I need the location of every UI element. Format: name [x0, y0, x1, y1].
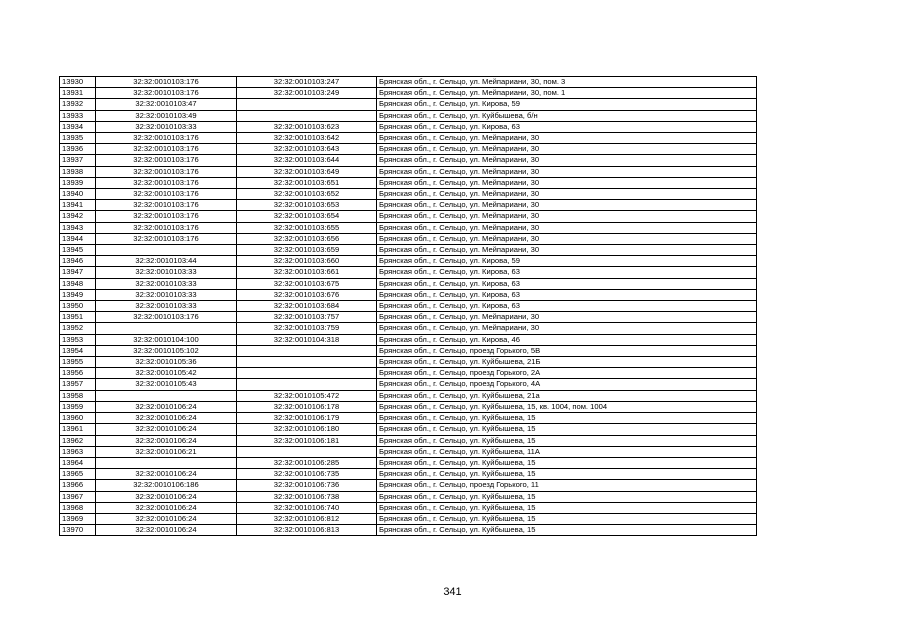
row-number-cell: 13956	[60, 368, 96, 379]
row-number-cell: 13963	[60, 446, 96, 457]
parcel-cadastral-number-cell: 32:32:0010103:176	[96, 77, 237, 88]
parcel-cadastral-number-cell: 32:32:0010106:24	[96, 401, 237, 412]
cadastral-register-table	[59, 76, 757, 536]
object-cadastral-number-cell: 32:32:0010103:675	[237, 278, 377, 289]
object-cadastral-number-cell: 32:32:0010103:660	[237, 256, 377, 267]
object-cadastral-number-cell: 32:32:0010103:759	[237, 323, 377, 334]
object-cadastral-number-cell: 32:32:0010103:247	[237, 77, 377, 88]
address-cell: Брянская обл., г. Сельцо, ул. Мейпариани, 30	[377, 177, 757, 188]
row-number-cell: 13930	[60, 77, 96, 88]
row-number-cell: 13958	[60, 390, 96, 401]
parcel-cadastral-number-cell: 32:32:0010106:24	[96, 513, 237, 524]
object-cadastral-number-cell: 32:32:0010103:659	[237, 245, 377, 256]
row-number-cell: 13950	[60, 301, 96, 312]
row-number-cell: 13970	[60, 525, 96, 536]
address-cell: Брянская обл., г. Сельцо, ул. Кирова, 63	[377, 267, 757, 278]
table-row	[60, 379, 757, 390]
address-cell: Брянская обл., г. Сельцо, ул. Мейпариани, 30	[377, 233, 757, 244]
row-number-cell: 13941	[60, 200, 96, 211]
row-number-cell: 13944	[60, 233, 96, 244]
address-cell: Брянская обл., г. Сельцо, ул. Мейпариани, 30, пом. 1	[377, 88, 757, 99]
object-cadastral-number-cell: 32:32:0010103:757	[237, 312, 377, 323]
parcel-cadastral-number-cell: 32:32:0010103:176	[96, 189, 237, 200]
table-row	[60, 233, 757, 244]
table-body	[60, 77, 757, 536]
parcel-cadastral-number-cell	[96, 390, 237, 401]
row-number-cell: 13966	[60, 480, 96, 491]
address-cell: Брянская обл., г. Сельцо, ул. Куйбышева, 15	[377, 513, 757, 524]
row-number-cell: 13947	[60, 267, 96, 278]
address-cell: Брянская обл., г. Сельцо, ул. Мейпариани, 30	[377, 166, 757, 177]
object-cadastral-number-cell: 32:32:0010106:813	[237, 525, 377, 536]
table-row	[60, 177, 757, 188]
object-cadastral-number-cell: 32:32:0010103:655	[237, 222, 377, 233]
address-cell: Брянская обл., г. Сельцо, проезд Горького, 5В	[377, 345, 757, 356]
address-cell: Брянская обл., г. Сельцо, ул. Куйбышева, 15	[377, 491, 757, 502]
address-cell: Брянская обл., г. Сельцо, ул. Кирова, 63	[377, 301, 757, 312]
row-number-cell: 13933	[60, 110, 96, 121]
row-number-cell: 13932	[60, 99, 96, 110]
address-cell: Брянская обл., г. Сельцо, ул. Мейпариани, 30	[377, 312, 757, 323]
address-cell: Брянская обл., г. Сельцо, ул. Кирова, 59	[377, 99, 757, 110]
object-cadastral-number-cell: 32:32:0010106:740	[237, 502, 377, 513]
row-number-cell: 13962	[60, 435, 96, 446]
parcel-cadastral-number-cell: 32:32:0010103:176	[96, 211, 237, 222]
table-row	[60, 278, 757, 289]
parcel-cadastral-number-cell	[96, 457, 237, 468]
object-cadastral-number-cell: 32:32:0010103:644	[237, 155, 377, 166]
row-number-cell: 13960	[60, 413, 96, 424]
row-number-cell: 13955	[60, 357, 96, 368]
row-number-cell: 13945	[60, 245, 96, 256]
object-cadastral-number-cell: 32:32:0010103:661	[237, 267, 377, 278]
row-number-cell: 13967	[60, 491, 96, 502]
object-cadastral-number-cell: 32:32:0010103:684	[237, 301, 377, 312]
table-row	[60, 491, 757, 502]
parcel-cadastral-number-cell: 32:32:0010106:24	[96, 502, 237, 513]
table-row	[60, 446, 757, 457]
address-cell: Брянская обл., г. Сельцо, ул. Куйбышева, 21а	[377, 390, 757, 401]
parcel-cadastral-number-cell: 32:32:0010103:176	[96, 166, 237, 177]
table-row	[60, 144, 757, 155]
address-cell: Брянская обл., г. Сельцо, ул. Куйбышева, 15	[377, 424, 757, 435]
table-row	[60, 155, 757, 166]
row-number-cell: 13934	[60, 121, 96, 132]
table-row	[60, 88, 757, 99]
object-cadastral-number-cell: 32:32:0010106:735	[237, 469, 377, 480]
address-cell: Брянская обл., г. Сельцо, ул. Мейпариани, 30	[377, 200, 757, 211]
table-row	[60, 245, 757, 256]
parcel-cadastral-number-cell: 32:32:0010103:176	[96, 88, 237, 99]
object-cadastral-number-cell: 32:32:0010103:649	[237, 166, 377, 177]
object-cadastral-number-cell: 32:32:0010106:812	[237, 513, 377, 524]
row-number-cell: 13951	[60, 312, 96, 323]
table-row	[60, 502, 757, 513]
table-row	[60, 323, 757, 334]
address-cell: Брянская обл., г. Сельцо, ул. Мейпариани, 30	[377, 245, 757, 256]
parcel-cadastral-number-cell: 32:32:0010103:33	[96, 301, 237, 312]
table-row	[60, 435, 757, 446]
table-row	[60, 110, 757, 121]
parcel-cadastral-number-cell: 32:32:0010103:33	[96, 278, 237, 289]
row-number-cell: 13952	[60, 323, 96, 334]
table-row	[60, 166, 757, 177]
table-row	[60, 334, 757, 345]
row-number-cell: 13957	[60, 379, 96, 390]
address-cell: Брянская обл., г. Сельцо, ул. Куйбышева, б/н	[377, 110, 757, 121]
parcel-cadastral-number-cell: 32:32:0010106:24	[96, 413, 237, 424]
table-row	[60, 222, 757, 233]
row-number-cell: 13940	[60, 189, 96, 200]
object-cadastral-number-cell	[237, 379, 377, 390]
address-cell: Брянская обл., г. Сельцо, ул. Мейпариани, 30	[377, 144, 757, 155]
object-cadastral-number-cell: 32:32:0010103:623	[237, 121, 377, 132]
address-cell: Брянская обл., г. Сельцо, ул. Куйбышева, 15	[377, 413, 757, 424]
object-cadastral-number-cell: 32:32:0010106:179	[237, 413, 377, 424]
table-row	[60, 211, 757, 222]
address-cell: Брянская обл., г. Сельцо, ул. Кирова, 63	[377, 121, 757, 132]
table-row	[60, 357, 757, 368]
row-number-cell: 13964	[60, 457, 96, 468]
table-row	[60, 424, 757, 435]
object-cadastral-number-cell: 32:32:0010103:656	[237, 233, 377, 244]
parcel-cadastral-number-cell: 32:32:0010103:176	[96, 233, 237, 244]
object-cadastral-number-cell: 32:32:0010105:472	[237, 390, 377, 401]
object-cadastral-number-cell: 32:32:0010103:249	[237, 88, 377, 99]
address-cell: Брянская обл., г. Сельцо, ул. Куйбышева, 15	[377, 502, 757, 513]
parcel-cadastral-number-cell	[96, 245, 237, 256]
object-cadastral-number-cell	[237, 368, 377, 379]
address-cell: Брянская обл., г. Сельцо, проезд Горького, 11	[377, 480, 757, 491]
address-cell: Брянская обл., г. Сельцо, ул. Мейпариани, 30	[377, 222, 757, 233]
table-row	[60, 77, 757, 88]
parcel-cadastral-number-cell: 32:32:0010103:33	[96, 289, 237, 300]
parcel-cadastral-number-cell: 32:32:0010103:44	[96, 256, 237, 267]
table-row	[60, 413, 757, 424]
table-row	[60, 256, 757, 267]
parcel-cadastral-number-cell: 32:32:0010103:176	[96, 222, 237, 233]
object-cadastral-number-cell: 32:32:0010106:738	[237, 491, 377, 502]
table-row	[60, 200, 757, 211]
address-cell: Брянская обл., г. Сельцо, проезд Горького, 4А	[377, 379, 757, 390]
parcel-cadastral-number-cell: 32:32:0010103:47	[96, 99, 237, 110]
address-cell: Брянская обл., г. Сельцо, ул. Куйбышева, 15	[377, 469, 757, 480]
table-row	[60, 513, 757, 524]
address-cell: Брянская обл., г. Сельцо, ул. Мейпариани, 30	[377, 189, 757, 200]
object-cadastral-number-cell: 32:32:0010106:285	[237, 457, 377, 468]
row-number-cell: 13937	[60, 155, 96, 166]
row-number-cell: 13936	[60, 144, 96, 155]
address-cell: Брянская обл., г. Сельцо, ул. Кирова, 59	[377, 256, 757, 267]
parcel-cadastral-number-cell: 32:32:0010106:24	[96, 491, 237, 502]
address-cell: Брянская обл., г. Сельцо, ул. Куйбышева, 15	[377, 525, 757, 536]
address-cell: Брянская обл., г. Сельцо, ул. Куйбышева, 21Б	[377, 357, 757, 368]
parcel-cadastral-number-cell: 32:32:0010103:176	[96, 177, 237, 188]
row-number-cell: 13965	[60, 469, 96, 480]
table-row	[60, 133, 757, 144]
row-number-cell: 13949	[60, 289, 96, 300]
parcel-cadastral-number-cell: 32:32:0010106:24	[96, 424, 237, 435]
table-row	[60, 289, 757, 300]
table-row	[60, 525, 757, 536]
parcel-cadastral-number-cell: 32:32:0010105:102	[96, 345, 237, 356]
row-number-cell: 13946	[60, 256, 96, 267]
address-cell: Брянская обл., г. Сельцо, ул. Кирова, 63	[377, 289, 757, 300]
object-cadastral-number-cell: 32:32:0010106:736	[237, 480, 377, 491]
table-row	[60, 345, 757, 356]
table-row	[60, 368, 757, 379]
object-cadastral-number-cell: 32:32:0010106:180	[237, 424, 377, 435]
table-row	[60, 480, 757, 491]
parcel-cadastral-number-cell: 32:32:0010106:24	[96, 525, 237, 536]
table-row	[60, 312, 757, 323]
table-row	[60, 301, 757, 312]
row-number-cell: 13938	[60, 166, 96, 177]
address-cell: Брянская обл., г. Сельцо, ул. Мейпариани, 30	[377, 155, 757, 166]
object-cadastral-number-cell: 32:32:0010103:642	[237, 133, 377, 144]
object-cadastral-number-cell: 32:32:0010103:651	[237, 177, 377, 188]
object-cadastral-number-cell: 32:32:0010106:178	[237, 401, 377, 412]
parcel-cadastral-number-cell: 32:32:0010106:186	[96, 480, 237, 491]
parcel-cadastral-number-cell: 32:32:0010103:176	[96, 133, 237, 144]
parcel-cadastral-number-cell	[96, 323, 237, 334]
object-cadastral-number-cell	[237, 99, 377, 110]
parcel-cadastral-number-cell: 32:32:0010106:24	[96, 469, 237, 480]
row-number-cell: 13969	[60, 513, 96, 524]
address-cell: Брянская обл., г. Сельцо, ул. Куйбышева, 11А	[377, 446, 757, 457]
row-number-cell: 13935	[60, 133, 96, 144]
table-row	[60, 189, 757, 200]
object-cadastral-number-cell	[237, 357, 377, 368]
page-number: 341	[443, 586, 462, 598]
row-number-cell: 13939	[60, 177, 96, 188]
address-cell: Брянская обл., г. Сельцо, проезд Горького, 2А	[377, 368, 757, 379]
parcel-cadastral-number-cell: 32:32:0010105:42	[96, 368, 237, 379]
table-row	[60, 390, 757, 401]
object-cadastral-number-cell	[237, 110, 377, 121]
address-cell: Брянская обл., г. Сельцо, ул. Кирова, 46	[377, 334, 757, 345]
object-cadastral-number-cell: 32:32:0010103:643	[237, 144, 377, 155]
address-cell: Брянская обл., г. Сельцо, ул. Куйбышева, 15, кв. 1004, пом. 1004	[377, 401, 757, 412]
table-row	[60, 401, 757, 412]
row-number-cell: 13943	[60, 222, 96, 233]
address-cell: Брянская обл., г. Сельцо, ул. Куйбышева, 15	[377, 457, 757, 468]
object-cadastral-number-cell: 32:32:0010103:653	[237, 200, 377, 211]
parcel-cadastral-number-cell: 32:32:0010105:43	[96, 379, 237, 390]
row-number-cell: 13931	[60, 88, 96, 99]
object-cadastral-number-cell: 32:32:0010103:654	[237, 211, 377, 222]
table-row	[60, 99, 757, 110]
table-row	[60, 457, 757, 468]
address-cell: Брянская обл., г. Сельцо, ул. Мейпариани, 30, пом. 3	[377, 77, 757, 88]
address-cell: Брянская обл., г. Сельцо, ул. Мейпариани, 30	[377, 323, 757, 334]
parcel-cadastral-number-cell: 32:32:0010103:33	[96, 267, 237, 278]
parcel-cadastral-number-cell: 32:32:0010106:24	[96, 435, 237, 446]
table-row	[60, 469, 757, 480]
address-cell: Брянская обл., г. Сельцо, ул. Мейпариани, 30	[377, 133, 757, 144]
row-number-cell: 13942	[60, 211, 96, 222]
table-row	[60, 267, 757, 278]
parcel-cadastral-number-cell: 32:32:0010103:176	[96, 155, 237, 166]
parcel-cadastral-number-cell: 32:32:0010103:176	[96, 200, 237, 211]
object-cadastral-number-cell: 32:32:0010106:181	[237, 435, 377, 446]
parcel-cadastral-number-cell: 32:32:0010103:49	[96, 110, 237, 121]
row-number-cell: 13948	[60, 278, 96, 289]
row-number-cell: 13954	[60, 345, 96, 356]
object-cadastral-number-cell: 32:32:0010104:318	[237, 334, 377, 345]
row-number-cell: 13959	[60, 401, 96, 412]
parcel-cadastral-number-cell: 32:32:0010103:176	[96, 144, 237, 155]
object-cadastral-number-cell: 32:32:0010103:652	[237, 189, 377, 200]
object-cadastral-number-cell	[237, 345, 377, 356]
parcel-cadastral-number-cell: 32:32:0010104:100	[96, 334, 237, 345]
object-cadastral-number-cell: 32:32:0010103:676	[237, 289, 377, 300]
address-cell: Брянская обл., г. Сельцо, ул. Мейпариани, 30	[377, 211, 757, 222]
parcel-cadastral-number-cell: 32:32:0010105:36	[96, 357, 237, 368]
row-number-cell: 13961	[60, 424, 96, 435]
parcel-cadastral-number-cell: 32:32:0010106:21	[96, 446, 237, 457]
table-row	[60, 121, 757, 132]
row-number-cell: 13968	[60, 502, 96, 513]
parcel-cadastral-number-cell: 32:32:0010103:176	[96, 312, 237, 323]
parcel-cadastral-number-cell: 32:32:0010103:33	[96, 121, 237, 132]
object-cadastral-number-cell	[237, 446, 377, 457]
row-number-cell: 13953	[60, 334, 96, 345]
address-cell: Брянская обл., г. Сельцо, ул. Кирова, 63	[377, 278, 757, 289]
address-cell: Брянская обл., г. Сельцо, ул. Куйбышева, 15	[377, 435, 757, 446]
